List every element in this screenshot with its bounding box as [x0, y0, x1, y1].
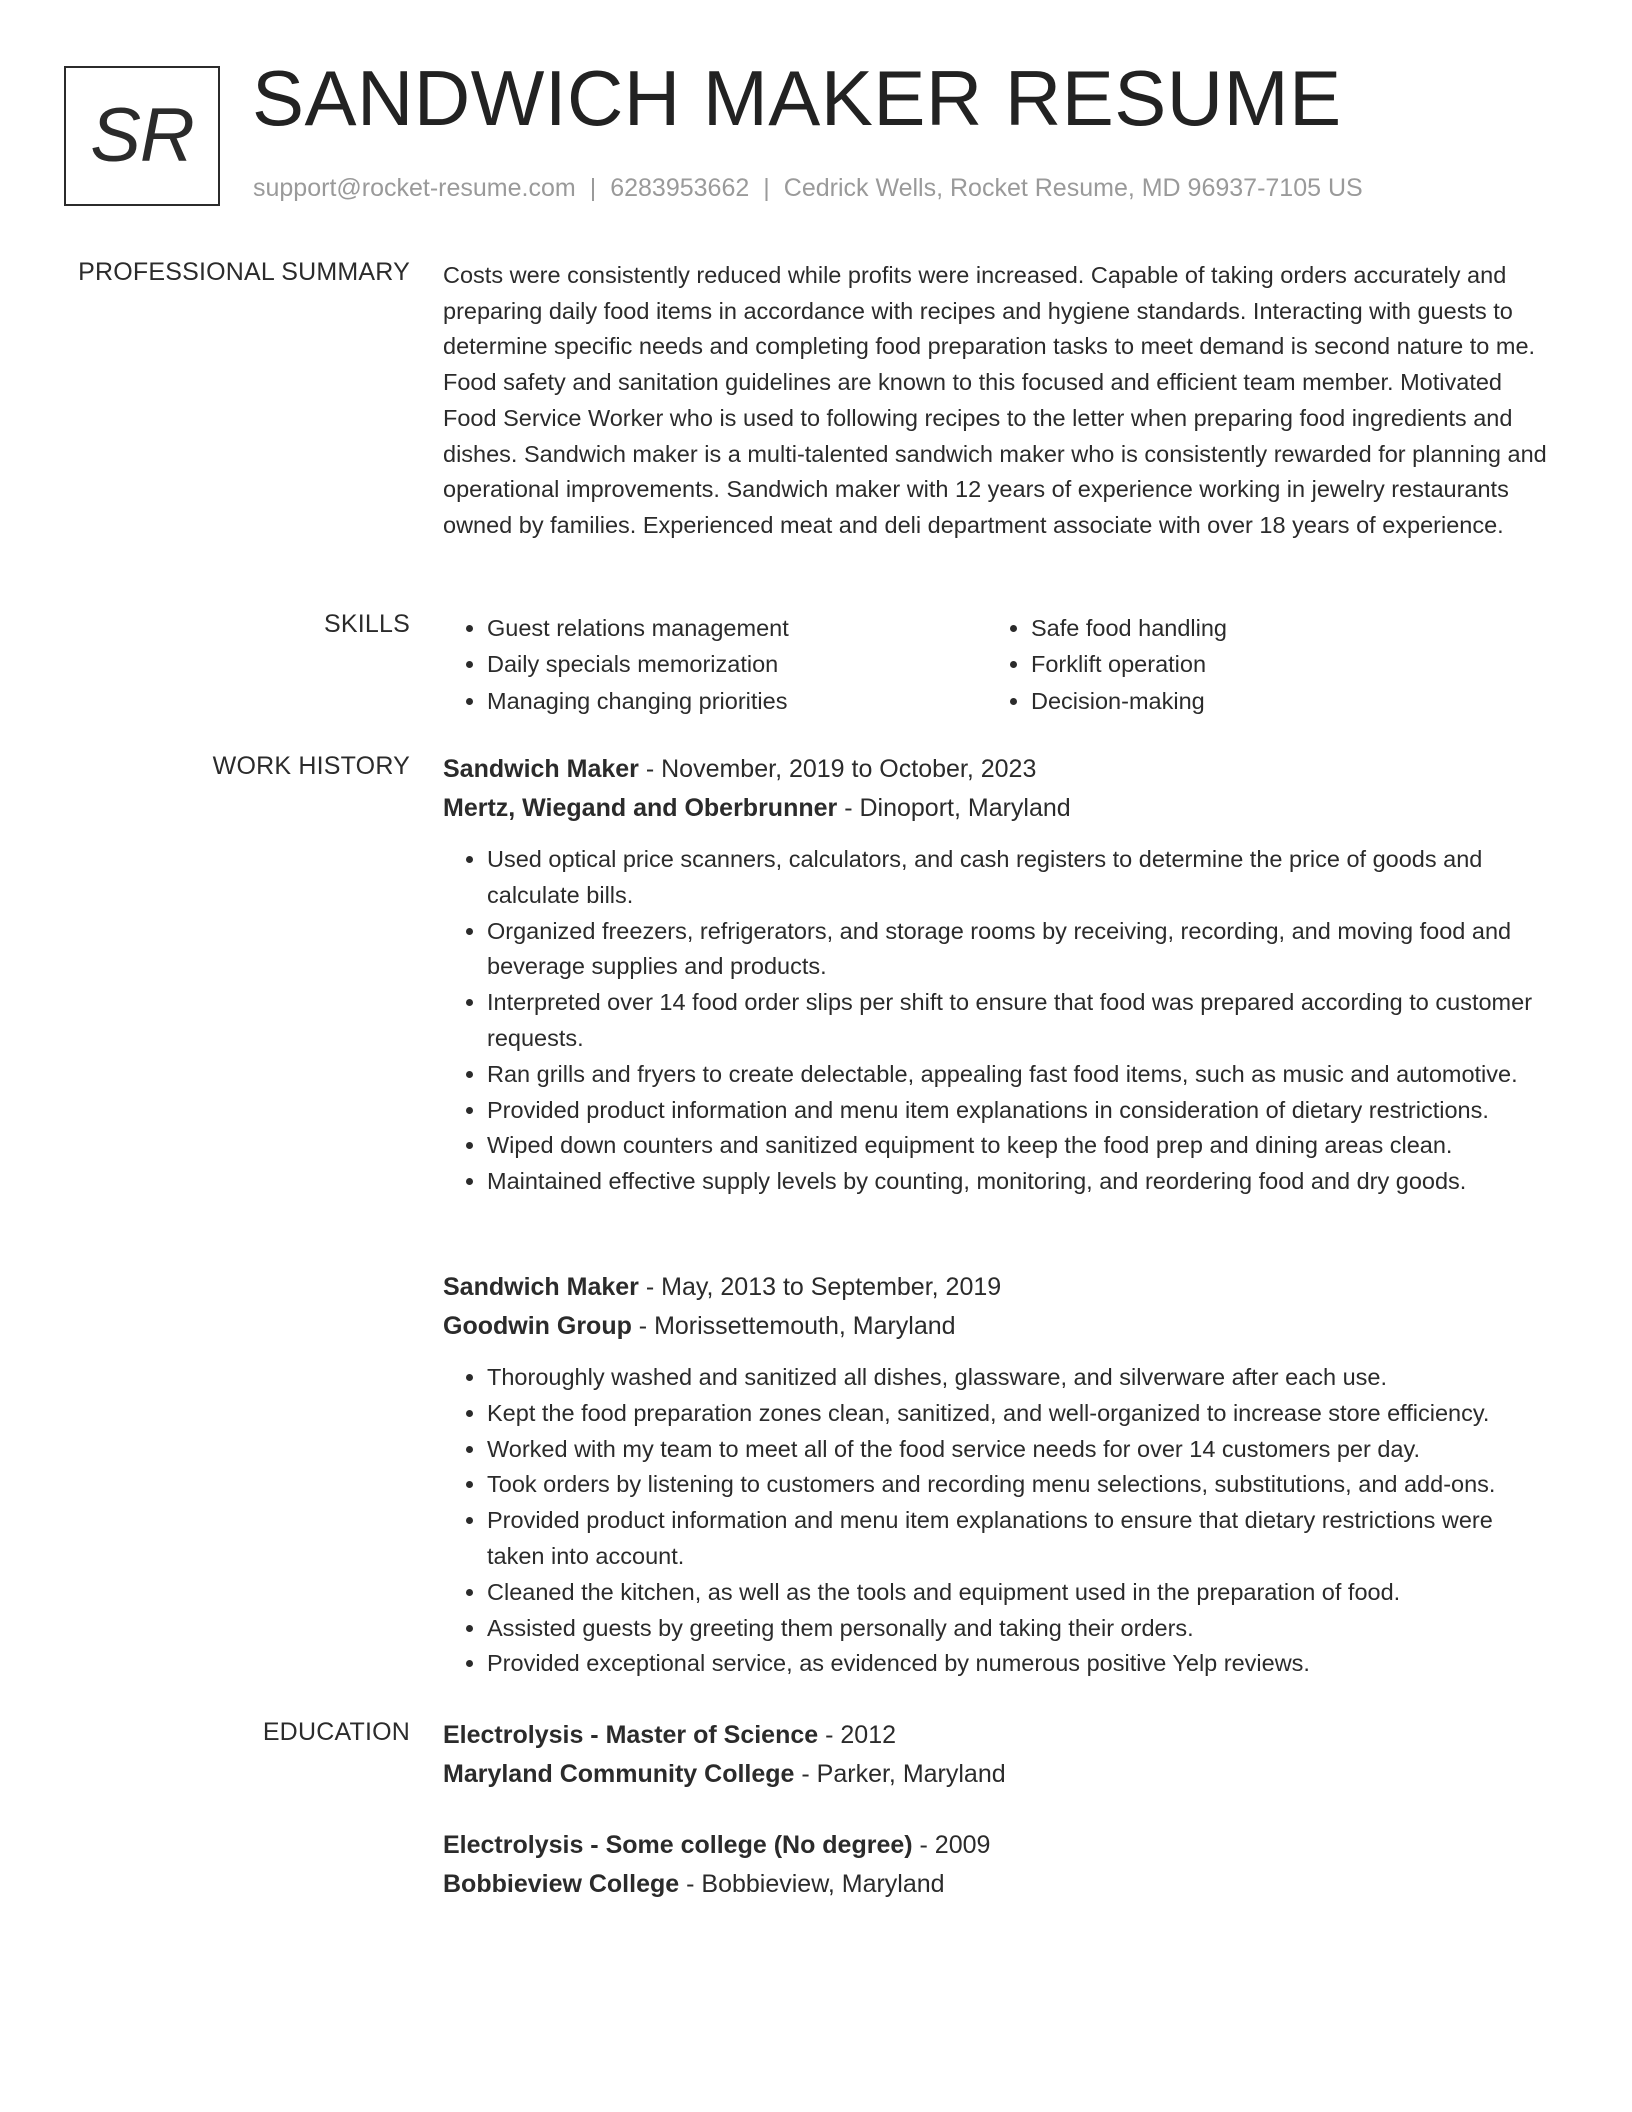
skill-item: • Guest relations management	[487, 610, 987, 646]
education-location: - Bobbieview, Maryland	[679, 1870, 945, 1898]
skills-column-2	[987, 610, 1227, 719]
work-history-label: WORK HISTORY	[212, 752, 410, 780]
job-bullets	[443, 1360, 1553, 1682]
job-bullet: • Assisted guests by greeting them personally and taking their orders.	[487, 1611, 1553, 1647]
resume-title: SANDWICH MAKER RESUME	[252, 54, 1342, 142]
summary-text: Costs were consistently reduced while profits were increased. Capable of taking orders accurately and preparing daily food items in accordance with recipes and hygiene standards. Interacting with guests to determine specific needs and completing food preparation tasks to meet demand is second nature to me. Food safety and sanitation guidelines are known to this focused and efficient team member. Motivated Food Service Worker who is used to following recipes to the letter when preparing food ingredients and dishes. Sandwich maker is a multi-talented sandwich maker who is consistently rewarded for planning and operational improvements. Sandwich maker with 12 years of experience working in jewelry restaurants owned by families. Experienced meat and deli department associate with over 18 years of experience.	[443, 262, 1547, 538]
job-title-line	[443, 750, 1553, 789]
job-company-line	[443, 789, 1553, 828]
job-location: - Morissettemouth, Maryland	[631, 1312, 956, 1340]
job-bullet: • Provided product information and menu item explanations in consideration of dietary restrictions.	[487, 1093, 1553, 1129]
job-title: Sandwich Maker	[443, 755, 639, 783]
job-bullets	[443, 842, 1553, 1200]
education-degree-line	[443, 1826, 1553, 1865]
job-bullet: • Used optical price scanners, calculators, and cash registers to determine the price of goods and calculate bills.	[487, 842, 1553, 914]
job-bullet: • Worked with my team to meet all of the food service needs for over 14 customers per day.	[487, 1432, 1553, 1468]
job-bullet: • Provided exceptional service, as evidenced by numerous positive Yelp reviews.	[487, 1646, 1553, 1682]
job-location: - Dinoport, Maryland	[837, 794, 1071, 822]
education-entry	[443, 1826, 1553, 1904]
monogram-initials: SR	[90, 93, 194, 178]
skills-label: SKILLS	[324, 610, 410, 638]
education-school-line	[443, 1865, 1553, 1904]
job-bullet: • Thoroughly washed and sanitized all dishes, glassware, and silverware after each use.	[487, 1360, 1553, 1396]
skill-item: • Decision-making	[1031, 683, 1227, 719]
education-degree: Electrolysis - Some college (No degree)	[443, 1831, 913, 1859]
contact-phone[interactable]: 6283953662	[610, 174, 750, 202]
summary-body	[443, 258, 1553, 544]
job-entry	[443, 750, 1553, 1200]
contact-separator: |	[589, 174, 597, 202]
summary-label: PROFESSIONAL SUMMARY	[78, 258, 410, 286]
contact-address: Cedrick Wells, Rocket Resume, MD 96937-7105 US	[783, 174, 1363, 202]
education-label: EDUCATION	[262, 1718, 410, 1746]
job-title: Sandwich Maker	[443, 1273, 639, 1301]
job-bullet: • Wiped down counters and sanitized equipment to keep the food prep and dining areas clean.	[487, 1128, 1553, 1164]
job-bullet: • Interpreted over 14 food order slips per shift to ensure that food was prepared according to customer requests.	[487, 985, 1553, 1057]
job-bullet: • Maintained effective supply levels by counting, monitoring, and reordering food and dry goods.	[487, 1164, 1553, 1200]
job-bullet: • Organized freezers, refrigerators, and storage rooms by receiving, recording, and moving food and beverage supplies and products.	[487, 914, 1553, 986]
job-entry	[443, 1268, 1553, 1682]
job-dates: - May, 2013 to September, 2019	[638, 1273, 1002, 1301]
contact-email[interactable]: support@rocket-resume.com	[253, 174, 576, 202]
contact-line	[253, 174, 1363, 203]
job-bullet: • Ran grills and fryers to create delectable, appealing fast food items, such as music and automotive.	[487, 1057, 1553, 1093]
education-year: - 2012	[818, 1721, 897, 1749]
job-company: Goodwin Group	[443, 1312, 632, 1340]
education-year: - 2009	[912, 1831, 991, 1859]
job-bullet: • Took orders by listening to customers and recording menu selections, substitutions, and add-ons.	[487, 1467, 1553, 1503]
education-location: - Parker, Maryland	[794, 1760, 1006, 1788]
job-bullet: • Cleaned the kitchen, as well as the tools and equipment used in the preparation of food.	[487, 1575, 1553, 1611]
skill-item: • Forklift operation	[1031, 646, 1227, 682]
education-entry	[443, 1716, 1553, 1794]
job-bullet: • Provided product information and menu item explanations to ensure that dietary restrictions were taken into account.	[487, 1503, 1553, 1575]
job-company-line	[443, 1307, 1553, 1346]
job-title-line	[443, 1268, 1553, 1307]
contact-separator: |	[763, 174, 770, 202]
education-degree: Electrolysis - Master of Science	[443, 1721, 819, 1749]
job-bullet: • Kept the food preparation zones clean, sanitized, and well-organized to increase store efficiency.	[487, 1396, 1553, 1432]
education-degree-line	[443, 1716, 1553, 1755]
skills-body	[443, 610, 1553, 719]
skill-item: • Managing changing priorities	[487, 683, 987, 719]
skills-column-1	[443, 610, 987, 719]
skills-grid	[443, 610, 1553, 719]
monogram-box	[64, 66, 220, 206]
education-school: Maryland Community College	[443, 1760, 795, 1788]
education-school-line	[443, 1755, 1553, 1794]
job-dates: - November, 2019 to October, 2023	[638, 755, 1037, 783]
skill-item: • Daily specials memorization	[487, 646, 987, 682]
job-company: Mertz, Wiegand and Oberbrunner	[443, 794, 838, 822]
education-school: Bobbieview College	[443, 1870, 680, 1898]
skill-item: • Safe food handling	[1031, 610, 1227, 646]
